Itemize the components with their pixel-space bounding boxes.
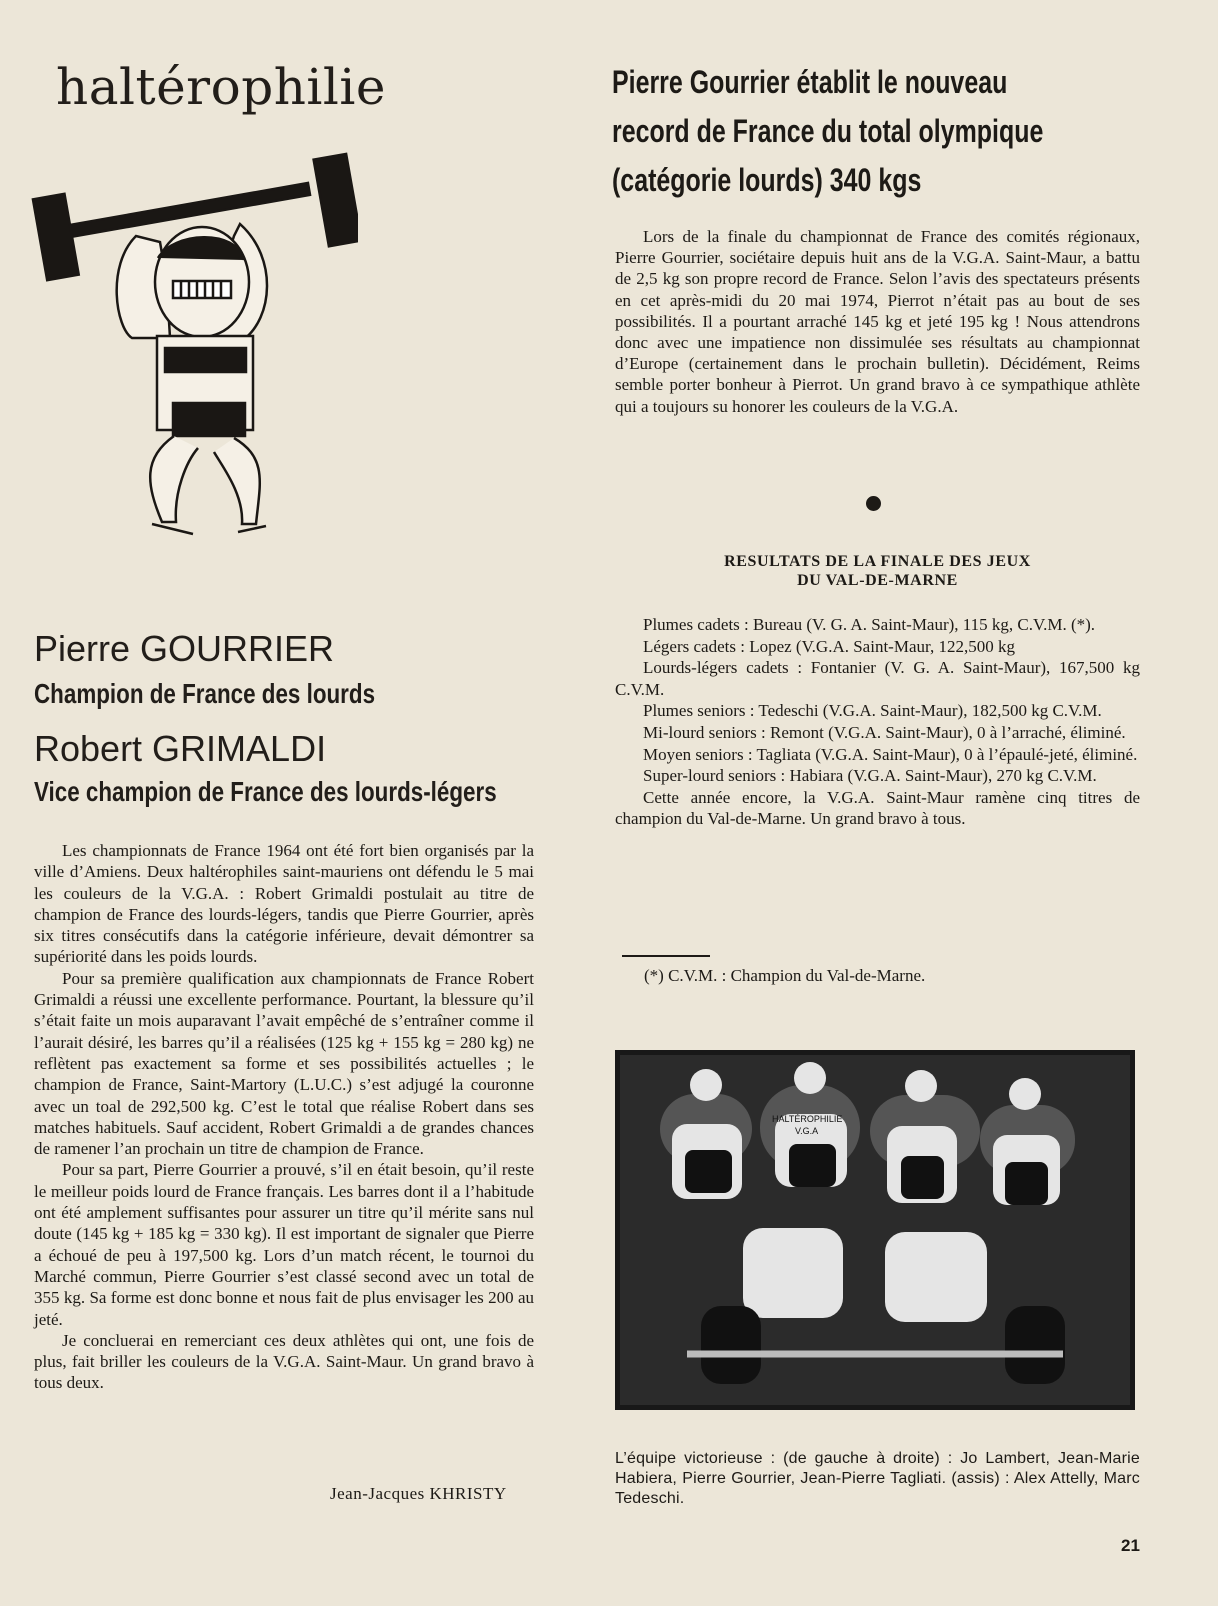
results-list [615,614,1140,830]
result-item: Cette année encore, la V.G.A. Saint-Maur ramène cinq titres de champion du Val-de-Marne. Un grand bravo à tous. [615,787,1140,829]
page-number: 21 [1121,1536,1140,1555]
headline-title-pierre: Champion de France des lourds [34,678,376,709]
headline-name-pierre: Pierre GOURRIER [34,628,335,669]
headline-line: record de France du total olympique [612,113,1044,149]
headline-name-robert: Robert GRIMALDI [34,728,327,769]
headline-title-robert: Vice champion de France des lourds-légers [34,776,497,807]
result-item: Super-lourd seniors : Habiara (V.G.A. Saint-Maur), 270 kg C.V.M. [643,766,1097,786]
section-title: haltérophilie [56,58,386,116]
weightlifter-cartoon [28,148,358,558]
results-title-line: DU VAL-DE-MARNE [797,572,958,589]
results-title-line: RESULTATS DE LA FINALE DES JEUX [724,553,1031,570]
result-item: Plumes seniors : Tedeschi (V.G.A. Saint-Maur), 182,500 kg C.V.M. [643,701,1102,721]
headline-line: Pierre Gourrier établit le nouveau [612,64,1008,100]
bullet-separator [866,496,881,511]
results-title [615,552,1140,590]
record-article [615,226,1140,417]
signature: Jean-Jacques KHRISTY [330,1484,507,1503]
photo-shirt-text: HALTÉROPHILIE [772,1114,843,1124]
left-article [34,840,534,1394]
result-item: Légers cadets : Lopez (V.G.A. Saint-Maur, 122,500 kg [643,636,1015,656]
photo-caption: L’équipe victorieuse : (de gauche à droite) : Jo Lambert, Jean-Marie Habiera, Pierre Gourrier, Jean-Pierre Tagliati. (assis) : Alex Attelly, Marc Tedeschi. [615,1450,1140,1507]
photo-shirt-text: V.G.A [795,1126,819,1136]
left-paragraph: Je concluerai en remerciant ces deux athlètes qui ont, une fois de plus, fait briller les couleurs de la V.G.A. Saint-Maur. Un grand bravo à tous deux. [34,1330,534,1393]
result-item: Moyen seniors : Tagliata (V.G.A. Saint-Maur), 0 à l’épaulé-jeté, éliminé. [643,744,1138,764]
left-paragraph: Les championnats de France 1964 ont été fort bien organisés par la ville d’Amiens. Deux haltérophiles saint-mauriens ont défendu le 5 mai les couleurs de la V.G.A. : Robert Grimaldi postulait au titre de champion de France des lourds-légers, tandis que Pierre Gourrier, après six titres consécutifs dans la catégorie inférieure, devait démontrer sa supériorité dans les poids lourds. [34,841,534,967]
left-paragraph: Pour sa première qualification aux championnats de France Robert Grimaldi a réussi une excellente performance. Pourtant, la blessure qu’il s’était faite un mois auparavant l’avait empêché de s’entraîner comme il l’aurait désiré, les barres qu’il a réalisées (125 kg + 155 kg = 280 kg) ne reflètent pas exactement sa forme et ses possibilités actuelles ; le champion de France, Saint-Martory (L.U.C.) s’est adjugé la couronne avec un toal de 292,500 kg. C’est le total que réalise Robert dans ses matches habituels. Sauf accident, Robert Grimaldi a de grandes chances de ramener l’an prochain un titre de champion de France. [34,968,534,1159]
team-photo [615,1050,1135,1410]
result-item: Plumes cadets : Bureau (V. G. A. Saint-Maur), 115 kg, C.V.M. (*). [643,615,1096,634]
record-paragraph: Lors de la finale du championnat de France des comités régionaux, Pierre Gourrier, sociétaire depuis huit ans de la V.G.A. Saint-Maur, a battu de 2,5 kg son propre record de France. Selon l’avis des spectateurs présents en cet après-midi du 20 mai 1974, Pierrot n’était pas au bout de ses possibilités. Il a pourtant arraché 145 kg et jeté 195 kg ! Nous attendrons donc avec une impatience non dissimulée ses résultats au championnat d’Europe (certainement dans le prochain bulletin). Décidément, Reims semble porter bonheur à Pierrot. Un grand bravo à ce sympathique athlète qui a toujours su honorer les couleurs de la V.G.A. [615,227,1140,416]
main-headline [612,58,1111,205]
result-item: Lourds-légers cadets : Fontanier (V. G. A. Saint-Maur), 167,500 kg C.V.M. [615,658,1140,699]
left-paragraph: Pour sa part, Pierre Gourrier a prouvé, s’il en était besoin, qu’il reste le meilleur poids lourd de France français. Les barres dont il a l’habitude ont été amplement suffisantes pour assurer un titre qu’il mérite sans nul doute (145 kg + 185 kg = 330 kg). Il est important de signaler que Pierre a échoué de peu à 197,500 kg. Lors d’un match récent, le tournoi du Marché commun, Pierre Gourrier s’est classé second avec un total de 355 kg. Sa forme est donc bonne et nous fait de plus envisager les 200 au jeté. [34,1160,534,1329]
headline-line: (catégorie lourds) 340 kgs [612,162,922,198]
footnote-rule [622,955,710,957]
footnote: (*) C.V.M. : Champion du Val-de-Marne. [644,966,926,985]
result-item: Mi-lourd seniors : Remont (V.G.A. Saint-Maur), 0 à l’arraché, éliminé. [643,722,1126,742]
